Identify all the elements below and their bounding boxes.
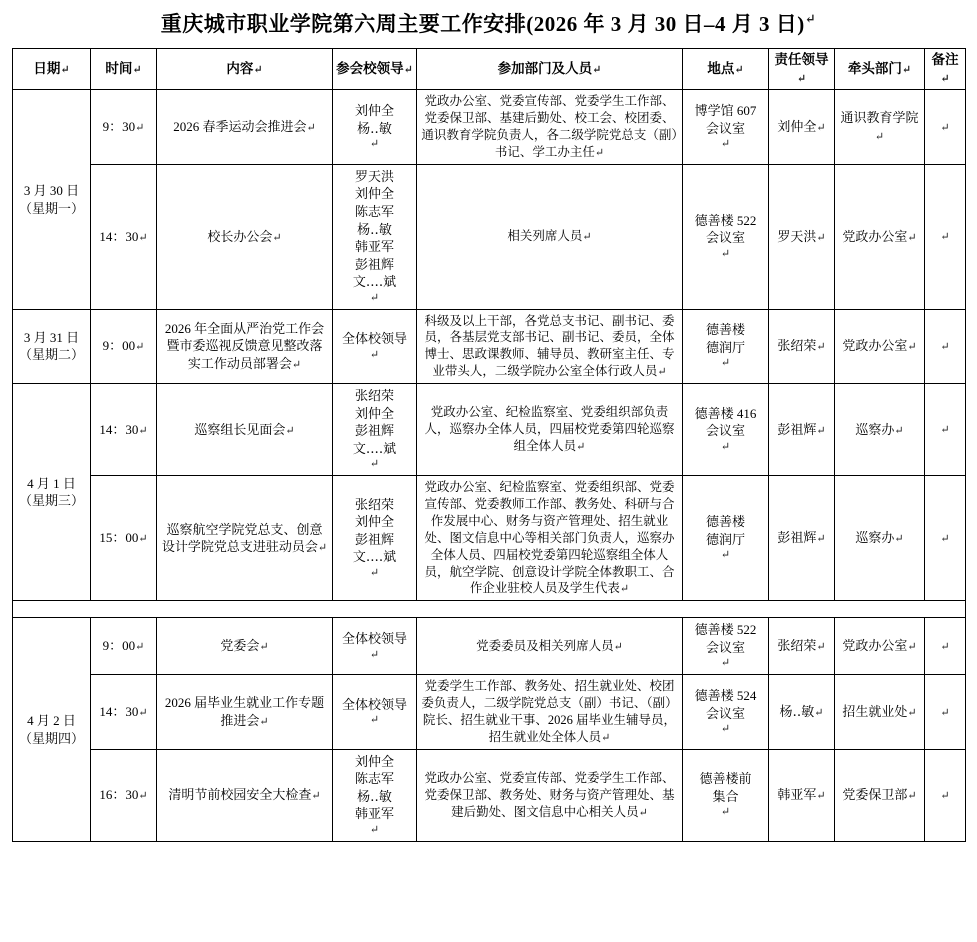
- cell-attending-leaders: 全体校领导 ↵: [333, 675, 417, 750]
- paragraph-mark: ↵: [940, 532, 950, 545]
- cell-content: 清明节前校园安全大检查↵: [157, 749, 333, 841]
- paragraph-mark: ↵: [940, 424, 950, 437]
- cell-host-department: 党政办公室↵: [835, 309, 925, 384]
- paragraph-mark: ↵: [814, 707, 824, 720]
- column-header-departments: 参加部门及人员↵: [417, 49, 683, 90]
- paragraph-mark: ↵: [317, 542, 328, 555]
- paragraph-mark: ↵: [816, 641, 826, 654]
- cell-remark: [925, 476, 966, 601]
- paragraph-mark: ↵: [816, 424, 826, 437]
- cell-departments: 科级及以上干部，各党总支书记、副书记、委员，各基层党支部书记、副书记、委员，全体博士、思政课教师、辅导员、教研室主任、专业带头人，二级学院办公室全体行政人员↵: [417, 309, 683, 384]
- cell-attending-leaders: 全体校领导 ↵: [333, 309, 417, 384]
- table-body: [13, 90, 966, 841]
- paragraph-mark: ↵: [816, 790, 826, 803]
- table-row: [13, 309, 966, 384]
- cell-content: 2026 届毕业生就业工作专题推进会↵: [157, 675, 333, 750]
- paragraph-mark: ↵: [940, 789, 950, 802]
- table-section-spacer: [13, 601, 966, 618]
- cell-departments: 党政办公室、纪检监察室、党委组织部、党委宣传部、党委教师工作部、教务处、科研与合作发展中心、财务与资产管理处、招生就业处、图文信息中心等相关部门负责人，巡察办全体人员、四届校党委第四轮巡察组全体人员，航空学院、创意设计学院全体教职工、合作企业驻校人员及学生代表↵: [417, 476, 683, 601]
- paragraph-mark: ↵: [594, 147, 605, 160]
- title-paragraph-mark: ↵: [804, 11, 817, 26]
- schedule-table: [12, 48, 966, 842]
- paragraph-mark: ↵: [940, 121, 950, 134]
- paragraph-mark: ↵: [272, 231, 282, 244]
- cell-location: 德善楼 522 会议室 ↵: [683, 618, 769, 675]
- cell-location: 德善楼 522 会议室 ↵: [683, 164, 769, 309]
- table-row: [13, 476, 966, 601]
- cell-attending-leaders: 全体校领导 ↵: [333, 618, 417, 675]
- paragraph-mark: ↵: [720, 440, 731, 453]
- table-row: [13, 749, 966, 841]
- paragraph-mark: ↵: [894, 533, 904, 546]
- paragraph-mark: ↵: [576, 441, 586, 454]
- cell-responsible-leader: 张绍荣↵: [769, 309, 835, 384]
- paragraph-mark: ↵: [720, 806, 731, 819]
- paragraph-mark: ↵: [907, 231, 917, 244]
- column-header-host-department: 牵头部门↵: [835, 49, 925, 90]
- paragraph-mark: ↵: [720, 357, 731, 370]
- cell-location: 德善楼前 集合 ↵: [683, 749, 769, 841]
- cell-location: 德善楼 524 会议室 ↵: [683, 675, 769, 750]
- cell-remark: [925, 618, 966, 675]
- cell-content: 2026 年全面从严治党工作会暨市委巡视反馈意见整改落实工作动员部署会↵: [157, 309, 333, 384]
- cell-departments: 党政办公室、纪检监察室、党委组织部负责人，巡察办全体人员，四届校党委第四轮巡察组全体人员↵: [417, 384, 683, 476]
- paragraph-mark: ↵: [291, 358, 302, 371]
- paragraph-mark: ↵: [907, 707, 917, 720]
- paragraph-mark: ↵: [907, 790, 917, 803]
- paragraph-mark: ↵: [720, 247, 731, 260]
- paragraph-mark: ↵: [369, 138, 380, 151]
- cell-location: 德善楼 德润厅 ↵: [683, 309, 769, 384]
- cell-time: 9：00↵: [91, 618, 157, 675]
- paragraph-mark: ↵: [285, 424, 295, 437]
- table-row: [13, 618, 966, 675]
- cell-location: 博学馆 607 会议室 ↵: [683, 90, 769, 165]
- cell-attending-leaders: 刘仲全 杨‥敏 ↵: [333, 90, 417, 165]
- cell-content: 巡察航空学院党总支、创意设计学院党总支进驻动员会↵: [157, 476, 333, 601]
- paragraph-mark: ↵: [657, 366, 667, 379]
- paragraph-mark: ↵: [816, 231, 826, 244]
- cell-remark: [925, 164, 966, 309]
- page-title-text: 重庆城市职业学院第六周主要工作安排(2026 年 3 月 30 日–4 月 3 日): [160, 12, 805, 36]
- cell-date: 3 月 30 日 （星期一）: [13, 90, 91, 309]
- column-header-content: 内容↵: [157, 49, 333, 90]
- cell-departments: 党委委员及相关列席人员↵: [417, 618, 683, 675]
- table-row: [13, 675, 966, 750]
- paragraph-mark: ↵: [369, 291, 380, 304]
- cell-time: 14：30↵: [91, 164, 157, 309]
- cell-host-department: 党政办公室↵: [835, 618, 925, 675]
- cell-attending-leaders: 张绍荣 刘仲全 彭祖辉 文‥‥斌 ↵: [333, 384, 417, 476]
- paragraph-mark: ↵: [306, 122, 316, 135]
- page-title: [12, 0, 965, 48]
- cell-time: 14：30↵: [91, 675, 157, 750]
- paragraph-mark: ↵: [369, 714, 380, 727]
- cell-time: 15：00↵: [91, 476, 157, 601]
- paragraph-mark: ↵: [369, 823, 380, 836]
- cell-attending-leaders: 张绍荣 刘仲全 彭祖辉 文‥‥斌 ↵: [333, 476, 417, 601]
- column-header-attending-leaders: 参会校领导↵: [333, 49, 417, 90]
- cell-departments: 相关列席人员↵: [417, 164, 683, 309]
- cell-responsible-leader: 彭祖辉↵: [769, 476, 835, 601]
- paragraph-mark: ↵: [940, 706, 950, 719]
- paragraph-mark: ↵: [135, 122, 145, 135]
- paragraph-mark: ↵: [907, 341, 917, 354]
- cell-host-department: 通识教育学院↵: [835, 90, 925, 165]
- paragraph-mark: ↵: [907, 641, 917, 654]
- paragraph-mark: ↵: [259, 715, 269, 728]
- cell-date: 4 月 1 日 （星期三）: [13, 384, 91, 601]
- paragraph-mark: ↵: [601, 731, 611, 744]
- paragraph-mark: ↵: [138, 707, 148, 720]
- cell-time: 16：30↵: [91, 749, 157, 841]
- cell-responsible-leader: 张绍荣↵: [769, 618, 835, 675]
- paragraph-mark: ↵: [638, 806, 648, 819]
- paragraph-mark: ↵: [816, 122, 826, 135]
- cell-host-department: 党政办公室↵: [835, 164, 925, 309]
- cell-departments: 党政办公室、党委宣传部、党委学生工作部、党委保卫部、基建后勤处、校工会、校团委、通识教育学院负责人，各二级学院党总支（副）书记、学工办主任↵: [417, 90, 683, 165]
- table-header-row: [13, 49, 966, 90]
- cell-remark: [925, 675, 966, 750]
- table-row: [13, 164, 966, 309]
- paragraph-mark: ↵: [135, 341, 145, 354]
- table-row: [13, 384, 966, 476]
- cell-host-department: 巡察办↵: [835, 384, 925, 476]
- cell-location: 德善楼 德润厅 ↵: [683, 476, 769, 601]
- cell-responsible-leader: 罗天洪↵: [769, 164, 835, 309]
- cell-remark: [925, 90, 966, 165]
- cell-departments: 党政办公室、党委宣传部、党委学生工作部、党委保卫部、教务处、财务与资产管理处、基建后勤处、图文信息中心相关人员↵: [417, 749, 683, 841]
- cell-host-department: 招生就业处↵: [835, 675, 925, 750]
- cell-time: 9：30↵: [91, 90, 157, 165]
- paragraph-mark: ↵: [613, 640, 623, 653]
- cell-time: 9：00↵: [91, 309, 157, 384]
- cell-attending-leaders: 罗天洪 刘仲全 陈志军 杨‥敏 韩亚军 彭祖辉 文‥‥斌 ↵: [333, 164, 417, 309]
- paragraph-mark: ↵: [138, 424, 148, 437]
- paragraph-mark: ↵: [720, 138, 731, 151]
- table-header: [13, 49, 966, 90]
- paragraph-mark: ↵: [369, 458, 380, 471]
- cell-date: 4 月 2 日 （星期四）: [13, 618, 91, 841]
- cell-remark: [925, 309, 966, 384]
- paragraph-mark: ↵: [582, 231, 592, 244]
- cell-content: 2026 春季运动会推进会↵: [157, 90, 333, 165]
- cell-departments: 党委学生工作部、教务处、招生就业处、校团委负责人，二级学院党总支（副）书记、（副）院长、招生就业干事、2026 届毕业生辅导员，招生就业处全体人员↵: [417, 675, 683, 750]
- paragraph-mark: ↵: [816, 341, 826, 354]
- cell-remark: [925, 749, 966, 841]
- cell-content: 党委会↵: [157, 618, 333, 675]
- column-header-time: 时间↵: [91, 49, 157, 90]
- cell-remark: [925, 384, 966, 476]
- column-header-location: 地点↵: [683, 49, 769, 90]
- table-row: [13, 90, 966, 165]
- column-header-responsible-leader: 责任领导↵: [769, 49, 835, 90]
- cell-time: 14：30↵: [91, 384, 157, 476]
- paragraph-mark: ↵: [720, 549, 731, 562]
- paragraph-mark: ↵: [874, 131, 885, 144]
- paragraph-mark: ↵: [940, 340, 950, 353]
- paragraph-mark: ↵: [311, 790, 321, 803]
- paragraph-mark: ↵: [135, 641, 145, 654]
- cell-content: 校长办公会↵: [157, 164, 333, 309]
- paragraph-mark: ↵: [369, 348, 380, 361]
- cell-location: 德善楼 416 会议室 ↵: [683, 384, 769, 476]
- cell-responsible-leader: 韩亚军↵: [769, 749, 835, 841]
- paragraph-mark: ↵: [940, 640, 950, 653]
- paragraph-mark: ↵: [369, 648, 380, 661]
- cell-attending-leaders: 刘仲全 陈志军 杨‥敏 韩亚军 ↵: [333, 749, 417, 841]
- paragraph-mark: ↵: [720, 723, 731, 736]
- spacer-cell: [13, 601, 966, 618]
- paragraph-mark: ↵: [816, 533, 826, 546]
- cell-content: 巡察组长见面会↵: [157, 384, 333, 476]
- cell-date: 3 月 31 日 （星期二）: [13, 309, 91, 384]
- cell-responsible-leader: 彭祖辉↵: [769, 384, 835, 476]
- column-header-date: 日期↵: [13, 49, 91, 90]
- paragraph-mark: ↵: [619, 583, 630, 596]
- paragraph-mark: ↵: [138, 231, 148, 244]
- paragraph-mark: ↵: [720, 657, 731, 670]
- cell-host-department: 巡察办↵: [835, 476, 925, 601]
- cell-responsible-leader: 刘仲全↵: [769, 90, 835, 165]
- paragraph-mark: ↵: [894, 424, 904, 437]
- paragraph-mark: ↵: [940, 231, 950, 244]
- cell-responsible-leader: 杨‥敏↵: [769, 675, 835, 750]
- paragraph-mark: ↵: [138, 790, 148, 803]
- paragraph-mark: ↵: [259, 641, 269, 654]
- paragraph-mark: ↵: [138, 533, 148, 546]
- column-header-remark: 备注↵: [925, 49, 966, 90]
- cell-host-department: 党委保卫部↵: [835, 749, 925, 841]
- paragraph-mark: ↵: [369, 566, 380, 579]
